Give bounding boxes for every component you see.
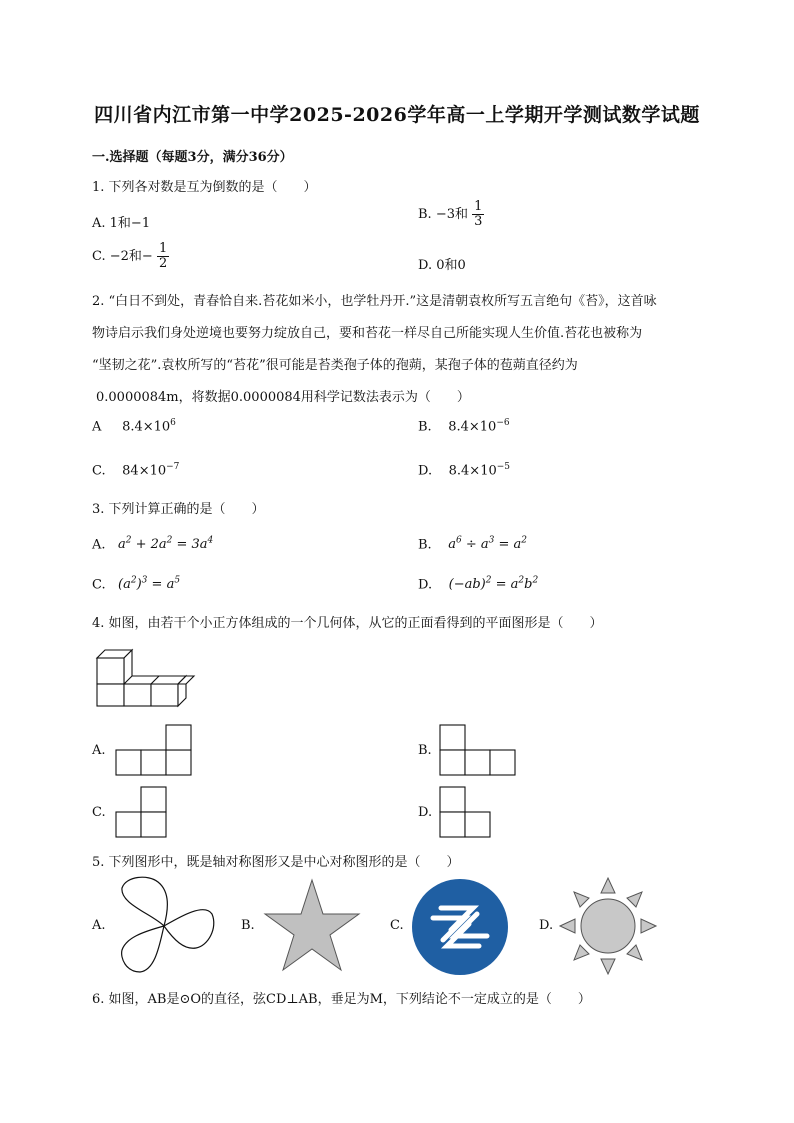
q3-c-expression: $(a^2)^3 = a^5$	[118, 576, 181, 593]
q2-line-2: 物诗启示我们身处逆境也要努力绽放自己，要和苔花一样尽自己所能实现人生价值.苔花也被称为	[92, 326, 643, 341]
q1-option-d: D. 0和0	[418, 258, 466, 273]
q1-option-c-fraction	[157, 242, 169, 271]
q2-line-3: “坚韧之花”.袁枚所写的“苔花”很可能是苔类孢子体的孢蒴，某孢子体的苞蒴直径约为	[92, 358, 578, 373]
q4-option-a-label: A.	[92, 743, 106, 758]
q1-option-c	[92, 242, 169, 271]
q5-option-c-logo-figure	[411, 878, 509, 976]
q5-stem: 5. 下列图形中，既是轴对称图形又是中心对称图形的是（ ）	[92, 855, 460, 870]
q2-d-base: 8.4×10	[448, 463, 497, 479]
q4-3d-cube-figure	[94, 646, 200, 708]
q4-stem: 4. 如图，由若干个小正方体组成的一个几何体，从它的正面看得到的平面图形是（ ）	[92, 616, 603, 631]
q3-a-label: A.	[92, 537, 106, 553]
q4-option-a-figure	[115, 723, 195, 777]
q2-b-exponent: −6	[496, 418, 510, 428]
q4-option-d-figure	[439, 785, 495, 839]
q2-b-label: B.	[418, 419, 432, 435]
q1-option-b-prefix: B. −3和	[418, 207, 468, 222]
q3-b-label: B.	[418, 537, 432, 553]
q3-c-label: C.	[92, 577, 106, 593]
q1-option-a: A. 1和−1	[92, 216, 151, 231]
q5-option-c-label: C.	[390, 918, 404, 933]
q5-option-d-label: D.	[539, 918, 554, 933]
q4-option-b-figure	[439, 723, 519, 777]
q5-option-a-label: A.	[92, 918, 106, 933]
q4-option-c-label: C.	[92, 805, 106, 820]
q1-option-b-fraction	[472, 200, 484, 229]
q3-option-c	[92, 576, 180, 592]
q1-option-b	[418, 200, 484, 229]
q2-c-exponent: −7	[166, 462, 180, 472]
q1-b-denominator: 3	[474, 214, 483, 229]
exam-title: 四川省内江市第一中学2025-2026学年高一上学期开学测试数学试题	[94, 104, 700, 126]
q2-option-a	[92, 418, 176, 434]
q5-option-d-sun-figure	[558, 876, 658, 976]
q2-a-base: 8.4×10	[122, 419, 171, 435]
q3-option-a	[92, 536, 213, 552]
q2-b-base: 8.4×10	[448, 419, 497, 435]
q2-option-b	[418, 418, 510, 434]
q2-a-label: A	[92, 419, 102, 435]
q2-d-label: D.	[418, 463, 433, 479]
q5-option-b-star-figure	[262, 878, 362, 974]
q3-option-d	[418, 576, 538, 592]
q2-line-1: 2. “白日不到处，青春恰自来.苔花如米小，也学牡丹开.”这是清朝袁枚所写五言绝句《苔》，这首咏	[92, 294, 657, 309]
q1-b-numerator: 1	[474, 199, 483, 214]
q3-d-expression: $(-ab)^2 = a^2b^2$	[448, 576, 539, 593]
q2-option-c	[92, 462, 179, 478]
q3-a-expression: $a^2 + 2a^2 = 3a^4$	[117, 536, 214, 553]
q5-option-b-label: B.	[241, 918, 255, 933]
q1-stem: 1. 下列各对数是互为倒数的是（ ）	[92, 180, 317, 195]
q2-option-d	[418, 462, 510, 478]
q1-option-c-prefix: C. −2和−	[92, 249, 153, 264]
q2-a-exponent: 6	[170, 418, 176, 428]
q5-option-a-propeller-figure	[112, 874, 216, 978]
q3-d-label: D.	[418, 577, 433, 593]
q1-c-numerator: 1	[158, 241, 168, 256]
q4-option-b-label: B.	[418, 743, 432, 758]
q2-d-exponent: −5	[496, 462, 511, 472]
q2-line-4: 0.0000084m，将数据0.0000084用科学记数法表示为（ ）	[96, 390, 470, 405]
q3-option-b	[418, 536, 527, 552]
q6-stem: 6. 如图，AB是⊙O的直径，弦CD⊥AB，垂足为M，下列结论不一定成立的是（ ）	[92, 992, 591, 1007]
section-heading: 一.选择题（每题3分，满分36分）	[92, 150, 293, 165]
q3-stem: 3. 下列计算正确的是（ ）	[92, 502, 265, 517]
q4-option-c-figure	[115, 785, 171, 839]
q3-b-expression: $a^6 \div a^3 = a^2$	[448, 536, 528, 553]
q4-option-d-label: D.	[418, 805, 433, 820]
q1-c-denominator: 2	[158, 256, 168, 271]
q2-c-base: 84×10	[122, 463, 167, 479]
q2-c-label: C.	[92, 463, 106, 479]
